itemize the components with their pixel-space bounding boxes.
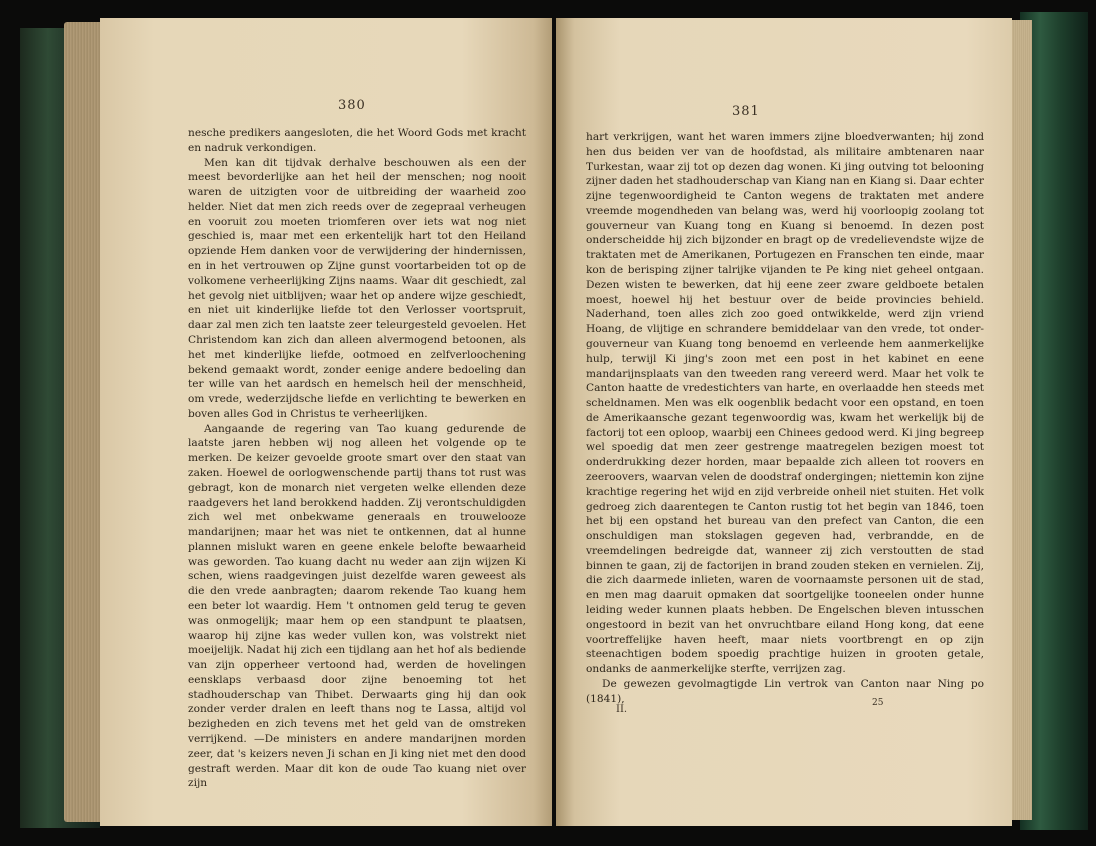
- paragraph: nesche predikers aangesloten, die het Woord Gods met kracht en nadruk verkondigen.: [188, 127, 526, 154]
- left-page-text: [188, 126, 526, 791]
- paragraph: De gewezen gevolmagtigde Lin vertrok van Canton naar Ning po (1841),: [586, 677, 984, 705]
- right-page-text: [586, 130, 984, 706]
- page-edges-right: [1010, 20, 1032, 820]
- page-number: 381: [732, 104, 760, 119]
- page-number: 380: [338, 98, 366, 113]
- paragraph: Aangaande de regering van Tao kuang gedurende de laatste jaren hebben wij nog alleen het volgende op te merken. De keizer gevoelde groote smart over den staat van zaken. Hoewel de oorlogwenschende partij thans tot rust was gebragt, kon de monarch niet vergeten welke ellenden deze raadgevers het land berokkend hadden. Zij verontschuldigden zich wel met onbekwame generaals en trouwelooze mandarijnen; maar het was niet te ontkennen, dat al hunne plannen mislukt waren en geene enkele belofte bewaarheid was geworden. Tao kuang dacht nu weder aan zijn wijzen Ki schen, wiens raadgevingen juist dezelfde waren geweest als die den vrede aanbragten; daarom rekende Tao kuang hem een beter lot waardig. Hem 't ontnomen geld terug te geven was onmogelijk; maar hem op een standpunt te plaatsen, waarop hij zijne kas weder vullen kon, was volstrekt niet moeijelijk. Nadat hij zich een tijdlang aan het hof als bediende van zijn opperheer vertoond had, werden de hovelingen eensklaps verbaasd door zijne benoeming tot het stadhouderschap van Thibet. Derwaarts ging hij dan ook zonder verder dralen en leeft thans nog te Lassa, altijd vol bezigheden en zich tevens met het geld van de omstreken verrijkend. —De ministers en andere mandarijnen morden zeer, dat 's keizers neven Ji schan en Ji king niet met den dood gestraft werden. Maar dit kon de oude Tao kuang niet over zijn: [188, 422, 526, 790]
- signature-number: 25: [872, 698, 884, 708]
- left-page: [100, 18, 552, 826]
- signature-mark: II.: [616, 704, 628, 715]
- right-page: [556, 18, 1012, 826]
- paragraph: Men kan dit tijdvak derhalve beschouwen als een der meest bevorderlijke aan het heil der menschen; nog nooit waren de uitzigten voor de uitbreiding der waarheid zoo helder. Niet dat men zich reeds over de zegepraal verheugen en vooruit zou moeten triomferen over iets wat nog niet geschied is, maar met een erkentelijk hart tot den Heiland opziende Hem danken voor de verwijdering der hindernissen, en in het vertrouwen op Zijne gunst voortarbeiden tot op de volkomene verheerlijking Zijns naams. Waar dit geschiedt, zal het gevolg niet uitblijven; waar het op andere wijze geschiedt, en niet uit kinderlijke liefde tot den Verlosser voortspruit, daar zal men zich ten laatste zeer teleurgesteld gevoelen. Het Christendom kan zich dan alleen alvermogend betoonen, als het met kinderlijke liefde, ootmoed en zelfverloochening bekend gemaakt wordt, zonder eenige andere bedoeling dan ter wille van het aardsch en hemelsch heil der menschheid, om vrede, wederzijdsche liefde en verlichting te bewerken en boven alles God in Christus te verheerlijken.: [188, 156, 526, 420]
- page-edges-left: [64, 22, 104, 822]
- paragraph: hart verkrijgen, want het waren immers zijne bloedverwanten; hij zond hen dus beiden ver van de hoofdstad, als militaire ambtenaren naar Turkestan, waar zij tot op dezen dag wonen. Ki jing outving tot belooning zijner daden het stadhouderschap van Kiang nan en Kiang si. Daar echter zijne tegenwoordigheid te Canton wegens de traktaten met andere vreemde mogendheden van belang was, werd hij voorloopig zoolang tot gouverneur van Kuang tong en Kuang si benoemd. In dezen post onderscheidde hij zich bijzonder en bragt op de vredelievendste wijze de traktaten met de Amerikanen, Portugezen en Franschen ten einde, maar kon de berisping zijner talrijke vijanden te Pe king niet geheel ontgaan. Dezen wisten te bewerken, dat hij eene zeer zware geldboete betalen moest, hoewel hij het bestuur over de beide provincies behield. Naderhand, toen alles zich zoo goed ontwikkelde, werd zijn vriend Hoang, de vlijtige en schrandere bemiddelaar van den vrede, tot onder-gouverneur van Kuang tong benoemd en verleende hem aanmerkelijke hulp, terwijl Ki jing's zoon met een post in het kabinet en eene mandarijnsplaats van den tweeden rang vereerd werd. Maar het volk te Canton haatte de vredestichters van harte, en overlaadde hen steeds met scheldnamen. Men was elk oogenblik bedacht voor een opstand, en toen de Amerikaansche gezant tegenwoordig was, kwam het werkelijk bij de factorij tot een oploop, waarbij een Chinees gedood werd. Ki jing begreep wel spoedig dat men zeer gestrenge maatregelen bezigen moest tot onderdrukking dezer horden, maar bepaalde zich alleen tot roovers en zeeroovers, waarvan velen de doodstraf ondergingen; niettemin kon zijne krachtige regering het wijd en zijd verbreide onheil niet stuiten. Het volk gedroeg zich daarentegen te Canton rustig tot het begin van 1846, toen het bij een opstand het bureau van den prefect van Canton, die een onschuldigen man stokslagen gegeven had, verbrandde, en de vreemdelingen bedreigde dat, wanneer zij zich verstoutten de stad binnen te gaan, zij de factorijen in brand zouden steken en vernielen. Zij, die zich daarmede inlieten, waren de voornaamste personen uit de stad, en men mag daaruit opmaken dat soortgelijke tooneelen onder hunne leiding weder kunnen plaats hebben. De Engelschen bleven intusschen ongestoord in bezit van het onvruchtbare eiland Hong kong, dat eene voortreffelijke haven heeft, maar niets voortbrengt en op zijn steenachtigen bodem spoedig prachtige huizen in grooten getale, ondanks de aanmerkelijke sterfte, verrijzen zag.: [586, 131, 984, 676]
